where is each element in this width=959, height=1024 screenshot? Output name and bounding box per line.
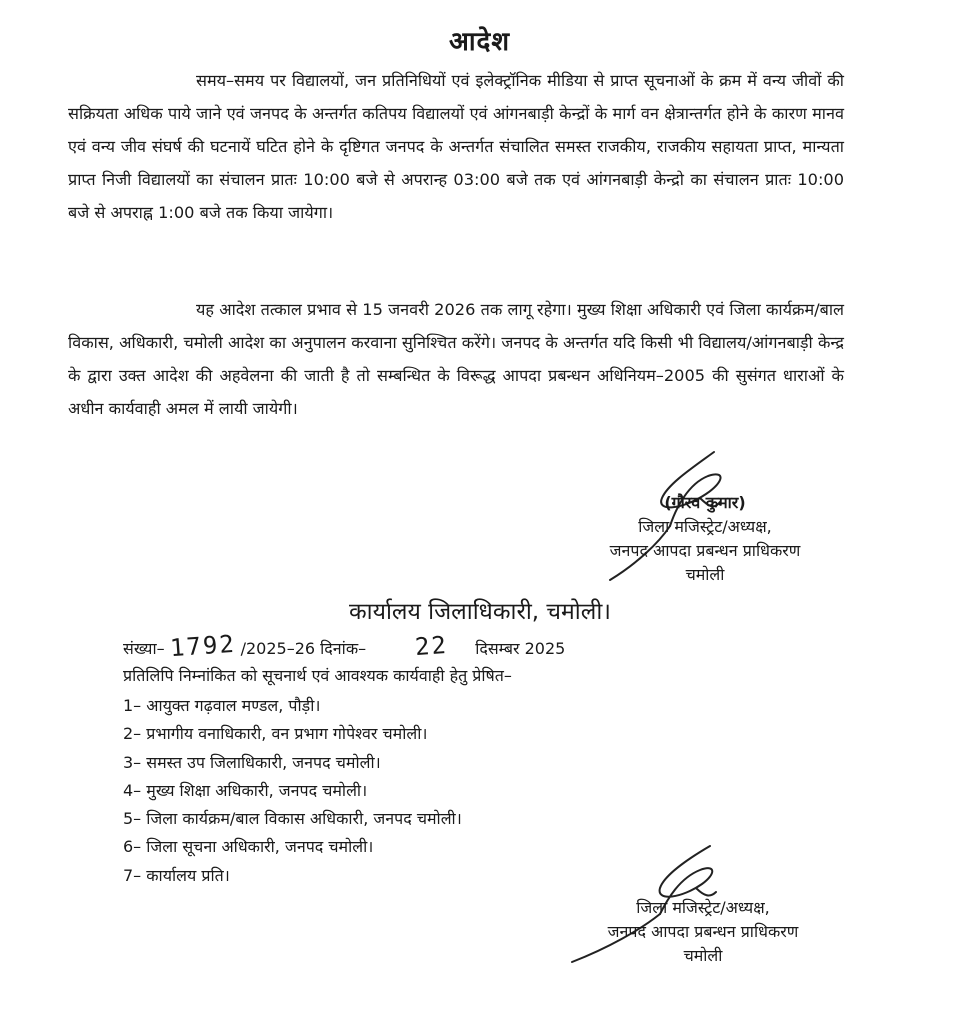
order-paragraph-2: यह आदेश तत्काल प्रभाव से 15 जनवरी 2026 तक लागू रहेगा। मुख्य शिक्षा अधिकारी एवं जिला कार्यक्रम/बाल विकास, अधिकारी, चमोली आदेश का अनुपालन करवाना सुनिश्चित करेंगे। जनपद के अन्तर्गत यदि किसी भी विद्यालय/आंगनबाड़ी केन्द्र के द्वारा उक्त आदेश की अहवेलना की जाती है तो सम्बन्धित के विरूद्ध आपदा प्रबन्धन अधिनियम–2005 की सुसंगत धाराओं के अधीन कार्यवाही अमल में लायी जायेगी।: [68, 300, 844, 418]
order-paragraph-1: समय–समय पर विद्यालयों, जन प्रतिनिधियों एवं इलेक्ट्रॉनिक मीडिया से प्राप्त सूचनाओं के क्रम में वन्य जीवों की सक्रियता अधिक पाये जाने एवं जनपद के अन्तर्गत कतिपय विद्यालयों एवं आंगनबाड़ी केन्द्रों के मार्ग वन क्षेत्रान्तर्गत होने के कारण मानव एवं वन्य जीव संघर्ष की घटनायें घटित होने के दृष्टिगत जनपद के अन्तर्गत संचालित समस्त राजकीय, राजकीय सहायता प्राप्त, मान्यता प्राप्त निजी विद्यालयों का संचालन प्रातः 10:00 बजे से अपरान्ह 03:00 बजे तक एवं आंगनबाड़ी केन्द्रो का संचालन प्रातः 10:00 बजे से अपराह्न 1:00 बजे तक किया जायेगा।: [68, 71, 844, 222]
signatory-authority: जनपद आपदा प्रबन्धन प्राधिकरण: [609, 541, 801, 560]
list-item: 3– समस्त उप जिलाधिकारी, जनपद चमोली।: [123, 752, 381, 772]
reference-year-date-label: /2025–26 दिनांक–: [240, 639, 367, 658]
list-item: 2– प्रभागीय वनाधिकारी, वन प्रभाग गोपेश्वर चमोली।: [123, 724, 428, 744]
signatory-place: चमोली: [683, 946, 723, 965]
reference-day-handwritten: 22: [414, 630, 450, 662]
signatory-authority: जनपद आपदा प्रबन्धन प्राधिकरण: [607, 922, 799, 941]
copy-list: [123, 692, 462, 890]
order-title: आदेश: [448, 27, 511, 57]
signatory-designation: जिला मजिस्ट्रेट/अध्यक्ष,: [638, 517, 772, 536]
list-item: 1– आयुक्त गढ़वाल मण्डल, पौड़ी।: [123, 696, 321, 715]
list-item: 5– जिला कार्यक्रम/बाल विकास अधिकारी, जनपद चमोली।: [123, 809, 462, 829]
copy-intro: प्रतिलिपि निम्नांकित को सूचनार्थ एवं आवश्यक कार्यवाही हेतु प्रेषित–: [123, 666, 512, 685]
reference-number-handwritten: 1792: [168, 629, 237, 663]
list-item: 7– कार्यालय प्रति।: [123, 865, 230, 885]
reference-line: [123, 629, 823, 663]
reference-number-label: संख्या–: [123, 639, 165, 658]
office-heading: कार्यालय जिलाधिकारी, चमोली।: [348, 599, 612, 625]
signatory-name: (गौरव कुमार): [664, 493, 746, 512]
list-item: 6– जिला सूचना अधिकारी, जनपद चमोली।: [123, 837, 374, 857]
signature-block-2: [568, 896, 838, 968]
signatory-place: चमोली: [685, 565, 725, 584]
list-item: 4– मुख्य शिक्षा अधिकारी, जनपद चमोली।: [123, 780, 368, 800]
signatory-designation: जिला मजिस्ट्रेट/अध्यक्ष,: [636, 898, 770, 917]
reference-month-year: दिसम्बर 2025: [475, 639, 566, 658]
signature-block-1: [570, 491, 840, 587]
